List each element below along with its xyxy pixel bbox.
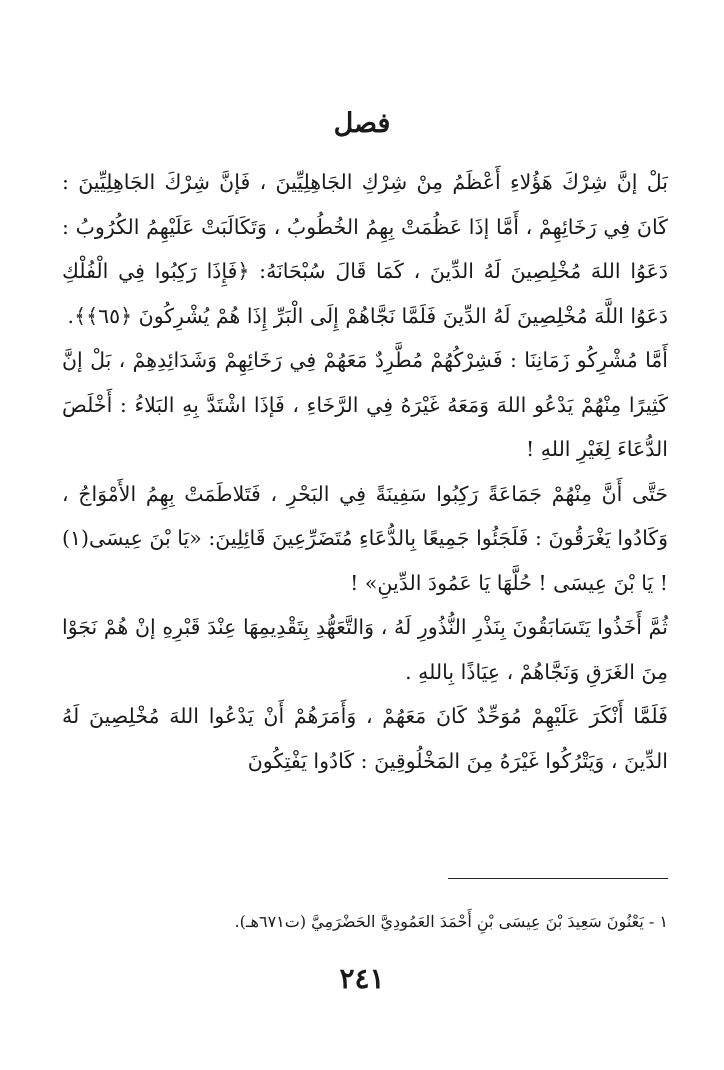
paragraph-5: فَلَمَّا أَنْكَرَ عَلَيْهِمْ مُوَحِّدٌ كَانَ مَعَهُمْ ، وَأَمَرَهُمْ أَنْ يَدْعُوا اللهَ مُخْلِصِينَ لَهُ الدِّينَ ، وَيَتْرُكُوا غَيْرَهُ مِنَ المَخْلُوقِينَ : كَادُوا يَفْتِكُونَ: [62, 704, 668, 773]
footnote: ١ - يَعْنُونَ سَعِيدَ بْنَ عِيسَى بْنِ أَحْمَدَ العَمُودِيَّ الحَضْرَمِيَّ (ت٦٧١هـ).: [234, 912, 668, 931]
paragraph-1: بَلْ إنَّ شِرْكَ هَؤُلاءِ أَعْظَمُ مِنْ شِرْكِ الجَاهِلِيِّينَ ، فَإنَّ شِرْكَ الجَاهِلِيِّينَ : كَانَ فِي رَخَائِهِمْ ، أَمَّا إذَا عَظُمَتْ بِهِمُ الخُطُوبُ ، وَتَكَالَبَتْ عَلَيْهِمُ الكُرُوبُ : دَعَوُا اللهَ مُخْلِصِينَ لَهُ الدِّينَ ، كَمَا قَالَ سُبْحَانَهُ: ﴿فَإِذَا رَكِبُوا فِي الْفُلْكِ دَعَوُا اللَّهَ مُخْلِصِينَ لَهُ الدِّينَ فَلَمَّا نَجَّاهُمْ إِلَى الْبَرِّ إِذَا هُمْ يُشْرِكُونَ ﴿٦٥﴾﴾.: [62, 170, 668, 328]
paragraph-3: حَتَّى أَنَّ مِنْهُمْ جَمَاعَةً رَكِبُوا سَفِينَةً فِي البَحْرِ ، فَتَلاطَمَتْ بِهِمُ الأَمْوَاجُ ، وَكَادُوا يَغْرَقُونَ : فَلَجَئُوا جَمِيعًا بِالدُّعَاءِ مُتَضَرِّعِينَ قَائِلِينَ: «يَا بْنَ عِيسَى(١) ! يَا بْنَ عِيسَى ! حُلَّهَا يَا عَمُودَ الدِّينِ» !: [62, 481, 668, 595]
body-text: [62, 160, 668, 783]
footnote-divider: [448, 878, 668, 879]
page-number: ٢٤١: [339, 962, 385, 995]
paragraph-4: ثُمَّ أَخَذُوا يَتَسَابَقُونَ بِنَذْرِ النُّذُورِ لَهُ ، وَالتَّعَهُّدِ بِتَقْدِيمِهَا عِنْدَ قَبْرِهِ إنْ هُمْ نَجَوْا مِنَ الغَرَقِ وَنَجَّاهُمْ ، عِيَاذًا بِاللهِ .: [62, 615, 668, 684]
paragraph-2: أَمَّا مُشْرِكُو زَمَانِنَا : فَشِرْكُهُمْ مُطَّرِدٌ مَعَهُمْ فِي رَخَائِهِمْ وَشَدَائِدِهِمْ ، بَلْ إنَّ كَثِيرًا مِنْهُمْ يَدْعُو اللهَ وَمَعَهُ غَيْرَهُ فِي الرَّخَاءِ ، فَإذَا اشْتَدَّ بِهِ البَلاءُ : أَخْلَصَ الدُّعَاءَ لِغَيْرِ اللهِ !: [62, 348, 668, 461]
section-heading: فصل: [333, 108, 391, 139]
